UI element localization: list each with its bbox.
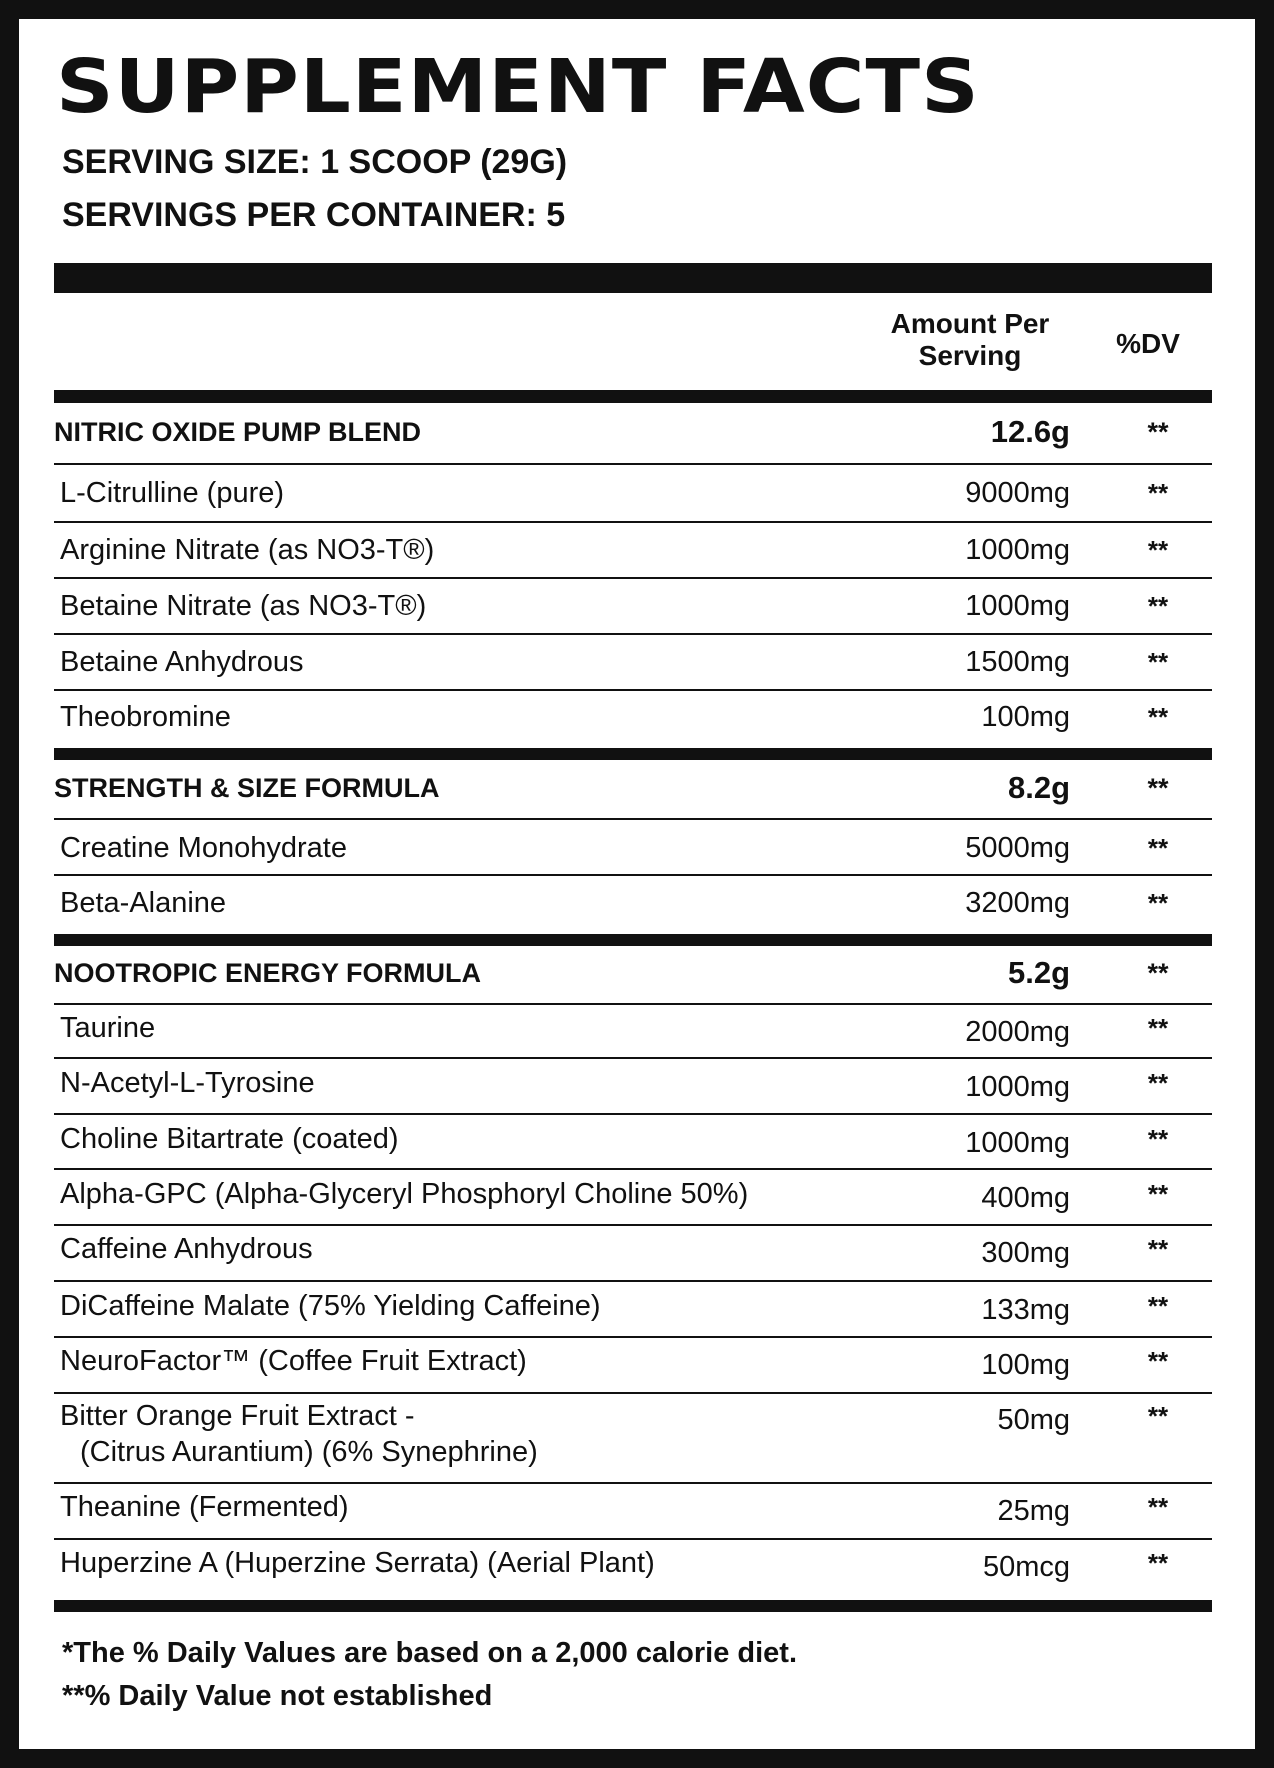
ingredient-name: Alpha-GPC (Alpha-Glyceryl Phosphoryl Choline 50%): [60, 1178, 749, 1210]
ingredient-dv: **: [1147, 1124, 1169, 1154]
row-divider: [54, 689, 1212, 691]
ingredient-amount: 50mg: [997, 1404, 1070, 1436]
row-divider: [54, 521, 1212, 523]
ingredient-name: Bitter Orange Fruit Extract -: [60, 1400, 415, 1432]
ingredient-dv: **: [1147, 833, 1169, 863]
row-divider: [54, 577, 1212, 579]
ingredient-name: L-Citrulline (pure): [60, 477, 285, 509]
ingredient-amount: 50mcg: [982, 1551, 1070, 1583]
ingredient-amount: 1000mg: [965, 1071, 1070, 1103]
ingredient-name-line2: (Citrus Aurantium) (6% Synephrine): [80, 1436, 538, 1468]
row-divider: [54, 1057, 1212, 1059]
ingredient-name: Betaine Nitrate (as NO3-T®): [60, 590, 427, 622]
ingredient-amount: 100mg: [981, 701, 1070, 733]
row-divider: [54, 818, 1212, 820]
ingredient-name: Theanine (Fermented): [60, 1491, 349, 1523]
ingredient-name: Choline Bitartrate (coated): [60, 1123, 399, 1155]
ingredient-name: Beta-Alanine: [60, 887, 227, 919]
ingredient-name: N-Acetyl-L-Tyrosine: [60, 1067, 315, 1099]
row-divider: [54, 1113, 1212, 1115]
ingredient-name: Taurine: [60, 1012, 156, 1044]
dv-header: %DV: [1116, 328, 1180, 359]
bottom-thick-rule: [54, 1600, 1212, 1612]
ingredient-dv: **: [1147, 1013, 1169, 1043]
ingredient-amount: 100mg: [981, 1349, 1070, 1381]
label-title: SUPPLEMENT FACTS: [56, 44, 980, 130]
row-divider: [54, 1168, 1212, 1170]
ingredient-dv: **: [1147, 1291, 1169, 1321]
ingredient-amount: 5000mg: [965, 832, 1070, 864]
row-divider: [54, 1003, 1212, 1005]
ingredient-name: Huperzine A (Huperzine Serrata) (Aerial Plant): [60, 1547, 655, 1579]
ingredient-dv: **: [1147, 1179, 1169, 1209]
footnote-dv-basis: *The % Daily Values are based on a 2,000 calorie diet.: [62, 1637, 798, 1669]
ingredient-dv: **: [1147, 1346, 1169, 1376]
ingredient-name: Theobromine: [60, 701, 231, 733]
row-divider: [54, 1392, 1212, 1394]
section-rule: [54, 748, 1212, 760]
ingredient-dv: **: [1147, 478, 1169, 508]
blend-name: STRENGTH & SIZE FORMULA: [54, 773, 440, 803]
blend-row-nitric-oxide: [54, 415, 1212, 455]
section-rule: [54, 934, 1212, 946]
blend-dv: **: [1147, 417, 1169, 447]
row-divider: [54, 1336, 1212, 1338]
amount-header-line1: Amount Per: [890, 308, 1050, 339]
row-divider: [54, 633, 1212, 635]
row-divider: [54, 1482, 1212, 1484]
ingredient-amount: 25mg: [997, 1495, 1070, 1527]
ingredient-dv: **: [1147, 888, 1169, 918]
serving-size: SERVING SIZE: 1 SCOOP (29G): [62, 143, 568, 181]
row-divider: [54, 874, 1212, 876]
ingredient-amount: 1000mg: [965, 590, 1070, 622]
ingredient-amount: 9000mg: [965, 477, 1070, 509]
row-divider: [54, 1224, 1212, 1226]
ingredient-name: DiCaffeine Malate (75% Yielding Caffeine): [60, 1290, 601, 1322]
ingredient-dv: **: [1147, 702, 1169, 732]
ingredient-amount: 2000mg: [965, 1016, 1070, 1048]
footnote-dv-not-established: **% Daily Value not established: [62, 1680, 493, 1712]
servings-per-container: SERVINGS PER CONTAINER: 5: [62, 196, 566, 234]
ingredient-dv: **: [1147, 1068, 1169, 1098]
ingredient-name: NeuroFactor™ (Coffee Fruit Extract): [60, 1345, 527, 1377]
ingredient-amount: 3200mg: [965, 887, 1070, 919]
ingredient-amount: 133mg: [981, 1294, 1070, 1326]
ingredient-amount: 1000mg: [965, 534, 1070, 566]
ingredient-dv: **: [1147, 1548, 1169, 1578]
amount-header-line2: Serving: [918, 340, 1022, 371]
ingredient-dv: **: [1147, 535, 1169, 565]
blend-dv: **: [1147, 773, 1169, 803]
row-divider: [54, 1280, 1212, 1282]
row-divider: [54, 1538, 1212, 1540]
ingredient-dv: **: [1147, 591, 1169, 621]
blend-dv: **: [1147, 958, 1169, 988]
ingredient-amount: 300mg: [981, 1237, 1070, 1269]
blend-amount: 8.2g: [1007, 770, 1070, 805]
amount-per-serving-header: [860, 308, 1080, 372]
top-thick-rule: [54, 263, 1212, 293]
ingredient-name: Creatine Monohydrate: [60, 832, 347, 864]
ingredient-dv: **: [1147, 647, 1169, 677]
blend-amount: 12.6g: [990, 414, 1070, 449]
ingredient-amount: 1500mg: [965, 646, 1070, 678]
ingredient-dv: **: [1147, 1492, 1169, 1522]
blend-name: NITRIC OXIDE PUMP BLEND: [54, 417, 422, 447]
ingredient-name: Betaine Anhydrous: [60, 646, 304, 678]
ingredient-name: Arginine Nitrate (as NO3-T®): [60, 534, 435, 566]
header-rule: [54, 390, 1212, 403]
ingredient-amount: 400mg: [981, 1182, 1070, 1214]
ingredient-dv: **: [1147, 1234, 1169, 1264]
ingredient-dv: **: [1147, 1401, 1169, 1431]
ingredient-amount: 1000mg: [965, 1127, 1070, 1159]
blend-amount: 5.2g: [1007, 955, 1070, 990]
blend-name: NOOTROPIC ENERGY FORMULA: [54, 958, 482, 988]
ingredient-name: Caffeine Anhydrous: [60, 1233, 313, 1265]
row-divider: [54, 463, 1212, 465]
